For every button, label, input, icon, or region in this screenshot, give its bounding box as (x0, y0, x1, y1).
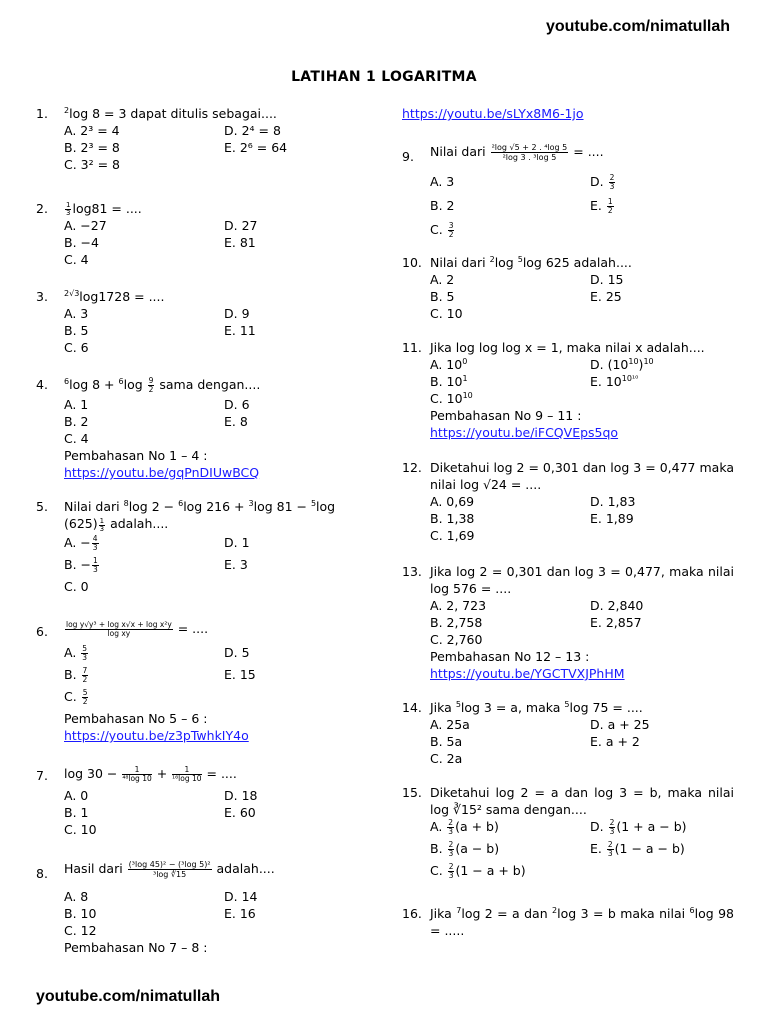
option-e: E. $\frac{1}{2}$ (590, 197, 613, 215)
option-d: D. 15 (590, 272, 624, 287)
question-stem: Jika log 2 = 0,301 dan log 3 = 0,477, maka nilai log 576 = .... (430, 564, 734, 596)
question-stem: $^6$log 8 + $^6$log $\frac{9}{2}$ sama dengan.... (64, 376, 261, 394)
option-d: D. 9 (224, 306, 250, 321)
question-12 (402, 459, 734, 544)
option-a: A. 3 (64, 306, 89, 321)
option-d: D. 2⁴ = 8 (224, 123, 281, 138)
option-d: D. 1,83 (590, 494, 636, 509)
pembahasan-link[interactable]: https://youtu.be/YGCTVXJPhHM (430, 666, 625, 681)
question-number: 15. (402, 785, 422, 800)
question-5 (36, 498, 370, 595)
option-c: C. 6 (64, 340, 89, 355)
option-c: C. 10 (64, 822, 97, 837)
question-stem: log 30 − $\frac{1}{\text{⁴⁸log 10}}$ + $\frac{1}{\text{¹⁶log 10}}$ = .... (64, 765, 237, 783)
option-b: B. 1 (64, 805, 89, 820)
option-d: D. 1 (224, 535, 250, 550)
option-d: D. 5 (224, 645, 250, 660)
question-16 (402, 905, 734, 939)
question-14 (402, 699, 734, 767)
option-a: A. $10^0$ (430, 356, 468, 372)
question-stem: $^{2√3}$log1728 = .... (64, 288, 165, 304)
pembahasan-link[interactable]: https://youtu.be/iFCQVEps5qo (430, 425, 619, 440)
option-c: C. $\frac{2}{3}$ (1 − a + b) (430, 862, 526, 880)
question-number: 6. (36, 624, 48, 639)
question-stem: Nilai dari $\frac{\text{²log √5 + 2 . ⁴log 5}}{\text{²log 3 . ³log 5}}$ = .... (430, 143, 604, 162)
pembahasan-label: Pembahasan No 5 – 6 : (64, 711, 208, 726)
option-e: E. 11 (224, 323, 256, 338)
question-number: 3. (36, 289, 48, 304)
question-1 (36, 105, 370, 173)
option-e: E. $\frac{2}{3}$ (1 − a − b) (590, 840, 685, 858)
question-number: 9. (402, 149, 414, 164)
option-b: B. 5 (430, 289, 455, 304)
option-d: D. $(10^{10})^{10}$ (590, 356, 654, 372)
question-stem: Hasil dari $\frac{\text{(³log 45)² − (³log 5)²}}{\text{³log ∛15}}$ adalah.... (64, 860, 275, 879)
question-4 (36, 376, 370, 481)
question-15 (402, 784, 734, 884)
question-6 (36, 620, 370, 744)
option-c: C. 10 (430, 306, 463, 321)
question-stem-line2: (625) $\frac{1}{3}$ adalah.... (64, 516, 169, 533)
question-number: 8. (36, 866, 48, 881)
question-number: 4. (36, 377, 48, 392)
question-stem: Jika $^5$log 3 = a, maka $^5$log 75 = .... (430, 699, 643, 715)
option-a: A. − $\frac{4}{3}$ (64, 534, 98, 552)
question-number: 5. (36, 499, 48, 514)
question-stem: Jika log log log x = 1, maka nilai x adalah.... (430, 340, 705, 355)
pembahasan-link[interactable]: https://youtu.be/z3pTwhkIY4o (64, 728, 249, 743)
option-d: D. 2,840 (590, 598, 644, 613)
option-e: E. 2⁶ = 64 (224, 140, 288, 155)
option-b: B. − $\frac{1}{3}$ (64, 556, 98, 574)
option-d: D. $\frac{2}{3}$ (590, 173, 615, 191)
option-e: E. 16 (224, 906, 256, 921)
option-c: C. 4 (64, 252, 89, 267)
pembahasan-label: Pembahasan No 9 – 11 : (430, 408, 582, 423)
question-7 (36, 765, 370, 838)
question-number: 1. (36, 106, 48, 121)
question-9 (402, 143, 734, 245)
question-stem: Diketahui log 2 = a dan log 3 = b, maka nilai log ∛15² sama dengan.... (430, 785, 734, 817)
question-stem: $\frac{\text{log y√y³ + log x√x + log x²y}}{\text{log xy}}$ = .... (66, 620, 209, 638)
option-c: C. $\frac{5}{2}$ (64, 688, 88, 706)
question-stem: Nilai dari $^8$log 2 − $^6$log 216 + $^3$log 81 − $^5$log (64, 498, 336, 514)
option-a: A. 0 (64, 788, 89, 803)
question-stem: $^2$log 8 = 3 dapat ditulis sebagai.... (64, 105, 277, 121)
pembahasan-link[interactable]: https://youtu.be/gqPnDIUwBCQ (64, 465, 260, 480)
option-a: A. 3 (430, 174, 455, 189)
option-d: D. 27 (224, 218, 258, 233)
option-c: C. 3² = 8 (64, 157, 121, 172)
option-e: E. 60 (224, 805, 256, 820)
pembahasan-label: Pembahasan No 1 – 4 : (64, 448, 208, 463)
option-b: B. 2³ = 8 (64, 140, 120, 155)
option-a: A. $\frac{2}{3}$ (a + b) (430, 818, 499, 836)
option-c: C. 4 (64, 431, 89, 446)
option-c: C. $\frac{3}{2}$ (430, 221, 454, 239)
option-e: E. 3 (224, 557, 248, 572)
question-number: 16. (402, 906, 422, 921)
pembahasan-label: Pembahasan No 12 – 13 : (430, 649, 590, 664)
option-b: B. 5 (64, 323, 89, 338)
pembahasan-label: Pembahasan No 7 – 8 : (64, 940, 208, 955)
option-c: C. 0 (64, 579, 89, 594)
question-number: 14. (402, 700, 422, 715)
question-number: 2. (36, 201, 48, 216)
footer-channel-link[interactable]: youtube.com/nimatullah (36, 988, 221, 1005)
option-d: D. $\frac{2}{3}$ (1 + a − b) (590, 818, 687, 836)
option-a: A. 1 (64, 397, 89, 412)
option-a: A. 0,69 (430, 494, 475, 509)
question-8-link (402, 105, 734, 122)
option-e: E. 81 (224, 235, 256, 250)
header-channel-link[interactable]: youtube.com/nimatullah (545, 18, 730, 35)
option-e: E. 8 (224, 414, 248, 429)
question-13 (402, 563, 734, 682)
option-a: A. $\frac{5}{3}$ (64, 644, 88, 662)
option-b: B. 5a (430, 734, 463, 749)
question-3 (36, 288, 370, 356)
option-e: E. $10^{10^{10}}$ (590, 373, 639, 389)
question-11 (402, 339, 734, 441)
option-b: B. $10^1$ (430, 373, 468, 389)
question-number: 12. (402, 460, 422, 475)
pembahasan-link[interactable]: https://youtu.be/sLYx8M6-1jo (402, 106, 584, 121)
question-stem: $\frac{1}{3}$ log81 = .... (66, 201, 142, 217)
option-b: B. 2 (430, 198, 455, 213)
option-c: C. 2,760 (430, 632, 483, 647)
option-e: E. 25 (590, 289, 622, 304)
question-2 (36, 200, 370, 268)
question-number: 7. (36, 768, 48, 783)
option-a: A. 8 (64, 889, 89, 904)
option-e: E. 2,857 (590, 615, 642, 630)
option-a: A. 2 (430, 272, 455, 287)
option-c: C. 12 (64, 923, 97, 938)
option-d: D. 14 (224, 889, 258, 904)
option-d: D. a + 25 (590, 717, 650, 732)
option-c: C. 2a (430, 751, 463, 766)
option-b: B. $\frac{7}{2}$ (64, 666, 88, 684)
question-number: 10. (402, 255, 422, 270)
option-a: A. 25a (430, 717, 470, 732)
question-stem: Diketahui log 2 = 0,301 dan log 3 = 0,477 maka nilai log √24 = .... (430, 460, 734, 492)
question-number: 11. (402, 340, 422, 355)
question-8 (36, 860, 370, 956)
question-stem: Jika $^7$log 2 = a dan $^2$log 3 = b maka nilai $^6$log 98 = ..... (430, 905, 734, 938)
option-e: E. a + 2 (590, 734, 640, 749)
option-c: C. 1,69 (430, 528, 475, 543)
option-a: A. −27 (64, 218, 107, 233)
option-b: B. 1,38 (430, 511, 475, 526)
option-d: D. 18 (224, 788, 258, 803)
question-10 (402, 254, 734, 322)
option-b: B. 2 (64, 414, 89, 429)
option-b: B. $\frac{2}{3}$ (a − b) (430, 840, 500, 858)
option-d: D. 6 (224, 397, 250, 412)
option-b: B. −4 (64, 235, 99, 250)
question-number: 13. (402, 564, 422, 579)
page-title: LATIHAN 1 LOGARITMA (291, 69, 477, 85)
option-b: B. 10 (64, 906, 97, 921)
question-stem: Nilai dari $^2$log $^5$log 625 adalah.... (430, 254, 632, 270)
option-e: E. 1,89 (590, 511, 634, 526)
option-b: B. 2,758 (430, 615, 483, 630)
option-a: A. 2³ = 4 (64, 123, 120, 138)
option-a: A. 2, 723 (430, 598, 487, 613)
option-c: C. $10^{10}$ (430, 390, 473, 406)
option-e: E. 15 (224, 667, 256, 682)
